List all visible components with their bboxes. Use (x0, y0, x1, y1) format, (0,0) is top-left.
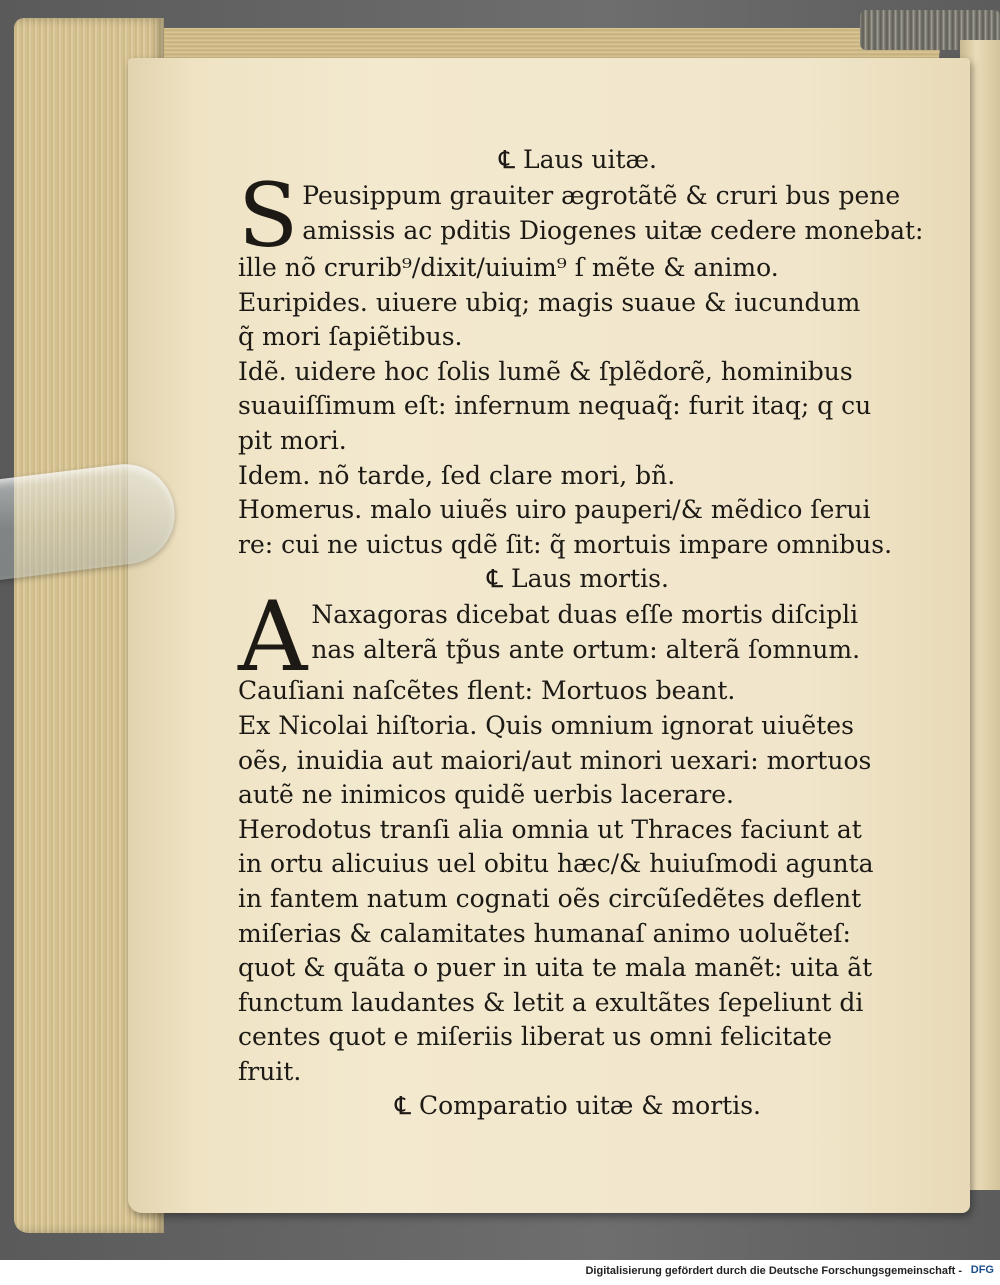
text-line: autẽ ne inimicos quidẽ uerbis lacerare. (238, 780, 734, 810)
drop-cap-s: S (238, 164, 299, 267)
dfg-logo: DFG (970, 1264, 994, 1276)
page-text (238, 143, 924, 1125)
paragraph-speusippus (238, 164, 924, 267)
heading-laus-vitae: ℄ Laus uitæ. (499, 145, 657, 174)
heading-comparatio: ℄ Comparatio uitæ & mortis. (394, 1091, 761, 1121)
text-line: Peusippum grauiter ægrotãtẽ & cruri bus pene (302, 181, 901, 210)
digitization-credit: Digitalisierung gefördert durch die Deutsche Forschungsgemeinschaft - (585, 1265, 962, 1277)
text-line: miſerias & calamitates humanaſ animo uoluẽteſ: (238, 918, 851, 948)
text-line: pit mori. (238, 425, 347, 455)
text-line: Idem. nõ tarde, ſed clare mori, bñ. (238, 460, 676, 490)
footer-bar (0, 1260, 1000, 1285)
text-line: in fantem natum cognati oẽs circũſedẽtes deflent (238, 883, 862, 913)
text-line: ille nõ crurib⁹/dixit/uiuim⁹ ſ mẽte & animo. (238, 253, 779, 282)
text-line: q̃ mori ſapiẽtibus. (238, 322, 463, 352)
text-line: centes quot e miſeriis liberat us omni felicitate (238, 1022, 833, 1052)
text-line: Ex Nicolai hiſtoria. Quis omnium ignorat uiuẽtes (238, 710, 854, 740)
text-line: fruit. (238, 1056, 302, 1086)
text-line: quot & quãta o puer in uita te mala manẽt: uita ãt (238, 953, 873, 983)
drop-cap-a: A (238, 581, 308, 694)
text-line: Homerus. malo uiuẽs uiro pauperi/& mẽdico ſerui (238, 495, 871, 525)
text-line: Euripides. uiuere ubiq; magis suaue & iucundum (238, 287, 861, 317)
text-line: oẽs, inuidia aut maiori/aut minori uexari: mortuos (238, 745, 872, 775)
heading-laus-mortis: ℄ Laus mortis. (487, 564, 669, 594)
text-line: Cauſiani naſcẽtes flent: Mortuos beant. (238, 676, 736, 706)
text-line: in ortu alicuius uel obitu hæc/& huiuſmodi agunta (238, 849, 874, 879)
book-page (128, 58, 970, 1213)
text-line: amissis ac pditis Diogenes uitæ cedere monebat: (302, 215, 924, 245)
text-line: Herodotus tranſi alia omnia ut Thraces faciunt at (238, 814, 862, 844)
text-line: Naxagoras dicebat duas eſſe mortis diſcipli (311, 600, 859, 630)
text-line: re: cui ne uictus qdẽ ſit: q̃ mortuis impare omnibus. (238, 529, 893, 559)
text-line: functum laudantes & letit a exultãtes ſepeliunt di (238, 987, 864, 1017)
text-line: Idẽ. uidere hoc ſolis lumẽ & ſplẽdorẽ, hominibus (238, 356, 853, 386)
text-line: suauiſſimum eſt: infernum nequaq̃: furit itaq; q cu (238, 391, 872, 421)
text-line: nas alterã tp̃us ante ortum: alterã ſomnum. (311, 634, 861, 664)
